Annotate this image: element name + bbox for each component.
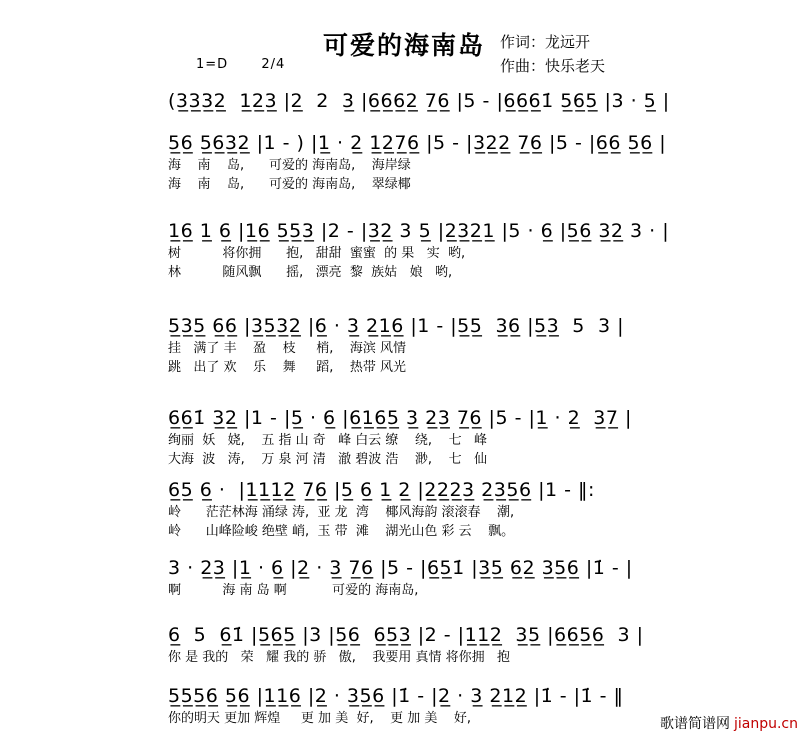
music-system-6	[168, 477, 670, 541]
music-system-8	[168, 622, 670, 667]
notation-line: 5̲3̲5̲ 6̲6̲ |3̲5̲3̲2̲ |6̲ · 3̲ 2̲1̲6̲ |1 - |5̲5̲ 3̲6̲ |5̲3̲ 5 3 |	[168, 315, 625, 337]
composer-credit: 作曲：快乐老天	[500, 57, 606, 75]
lyric-verse-2: 林 随风飘 摇, 漂亮 黎 族姑 娘 哟,	[168, 265, 453, 280]
notation-line: 6̲ 5 6̲1̇ |5̲6̲5̲ |3 |5̲6̲ 6̲5̲3̲ |2 - |1̲1̲2̲ 3̲5̲ |6̲6̲5̲6̲ 3 |	[168, 624, 644, 646]
notation-line: 5̲5̲5̲6̲ 5̲6̲ |1̲1̲6̲ |2̲ · 3̲5̲6̲ |1̇ - |2̲ · 3̲ 2̲1̲2̲ |1̇ - |1̇ - ‖	[168, 685, 624, 707]
lyric-verse-1: 岭 茫茫林海 涌绿 涛, 亚 龙 湾 椰风海韵 滚滚春 潮,	[168, 505, 515, 520]
lyric-verse-1: 绚丽 妖 娆, 五 指 山 奇 峰 白云 缭 绕, 七 峰	[168, 433, 487, 448]
music-system-7	[168, 555, 670, 600]
lyric-verse-1: 你的明天 更加 辉煌 更 加 美 好, 更 加 美 好,	[168, 711, 472, 726]
music-system-2	[168, 130, 670, 194]
lyric-verse-2: 海 南 岛, 可爱的 海南岛, 翠绿椰	[168, 177, 411, 192]
music-meta	[196, 57, 285, 72]
notation-line: 6̲5̲ 6̲ · |1̲1̲1̲2̲ 7̲6̲ |5̲ 6̲ 1̲ 2̲ |2̲2̲2̲3̲ 2̲3̲5̲6̲ |1 - ‖:	[168, 479, 595, 501]
notation-line: (3̲3̲3̲2̲ 1̲2̲3̲ |2̲ 2 3̲ |6̲6̲6̲2̲ 7̲6̲ |5 - |6̲6̲6̲1̇ 5̲6̲5̲ |3 · 5̲ |	[168, 90, 670, 112]
lyric-verse-1: 海 南 岛, 可爱的 海南岛, 海岸绿	[168, 158, 411, 173]
site-watermark	[660, 713, 798, 733]
music-system-3	[168, 218, 670, 282]
lyric-verse-1: 你 是 我的 荣 耀 我的 骄 傲, 我要用 真情 将你拥 抱	[168, 650, 511, 665]
music-system-5	[168, 405, 670, 469]
music-system-4	[168, 313, 670, 377]
credits-block	[500, 30, 605, 78]
site-name-cn: 歌谱简谱网	[659, 716, 730, 732]
lyric-verse-2: 岭 山峰险峻 绝壁 峭, 玉 带 滩 湖光山色 彩 云 飘。	[168, 524, 515, 539]
lyricist-credit: 作词：龙远开	[500, 33, 591, 51]
lyric-verse-2: 大海 波 涛, 万 泉 河 清 澈 碧波 浩 渺, 七 仙	[168, 452, 487, 467]
lyric-verse-2: 跳 出了 欢 乐 舞 蹈, 热带 风光	[168, 360, 407, 375]
lyric-verse-1: 树 将你拥 抱, 甜甜 蜜蜜 的 果 实 哟,	[168, 246, 466, 261]
page-title: 可爱的海南岛	[322, 31, 485, 60]
music-system-1	[168, 88, 670, 114]
notation-line: 5̲6̲ 5̲6̲3̲2̲ |1 - ) |1̲ · 2̲ 1̲2̲7̲6̲ |5 - |3̲2̲2̲ 7̲6̲ |5 - |6̲6̲ 5̲6̲ |	[168, 132, 667, 154]
site-url: jianpu.cn	[733, 716, 798, 732]
notation-line: 6̲6̲1̇ 3̲2̲ |1 - |5̲ · 6̲ |6̲1̲6̲5̲ 3̲ 2̲3̲ 7̲6̲ |5 - |1̲ · 2̲ 3̲7̲ |	[168, 407, 632, 429]
lyric-verse-1: 挂 满了 丰 盈 枝 梢, 海滨 风情	[168, 341, 407, 356]
notation-line: 3 · 2̲3̲ |1̲ · 6̲ |2̲ · 3̲ 7̲6̲ |5 - |6̲5̲1̇ |3̲5̲ 6̲2̲ 3̲5̲6̲ |1̇ - |	[168, 557, 633, 579]
notation-line: 1̲6̲ 1̲ 6̲ |1̲6̲ 5̲5̲3̲ |2 - |3̲2̲ 3 5̲ |2̲3̲2̲1̲ |5 · 6̲ |5̲6̲ 3̲2̲ 3 · |	[168, 220, 670, 242]
time-signature: 2/4	[261, 57, 286, 72]
lyric-verse-1: 啊 海 南 岛 啊 可爱的 海南岛,	[168, 583, 419, 598]
key-signature: 1=D	[196, 57, 229, 72]
music-system-9	[168, 683, 670, 728]
